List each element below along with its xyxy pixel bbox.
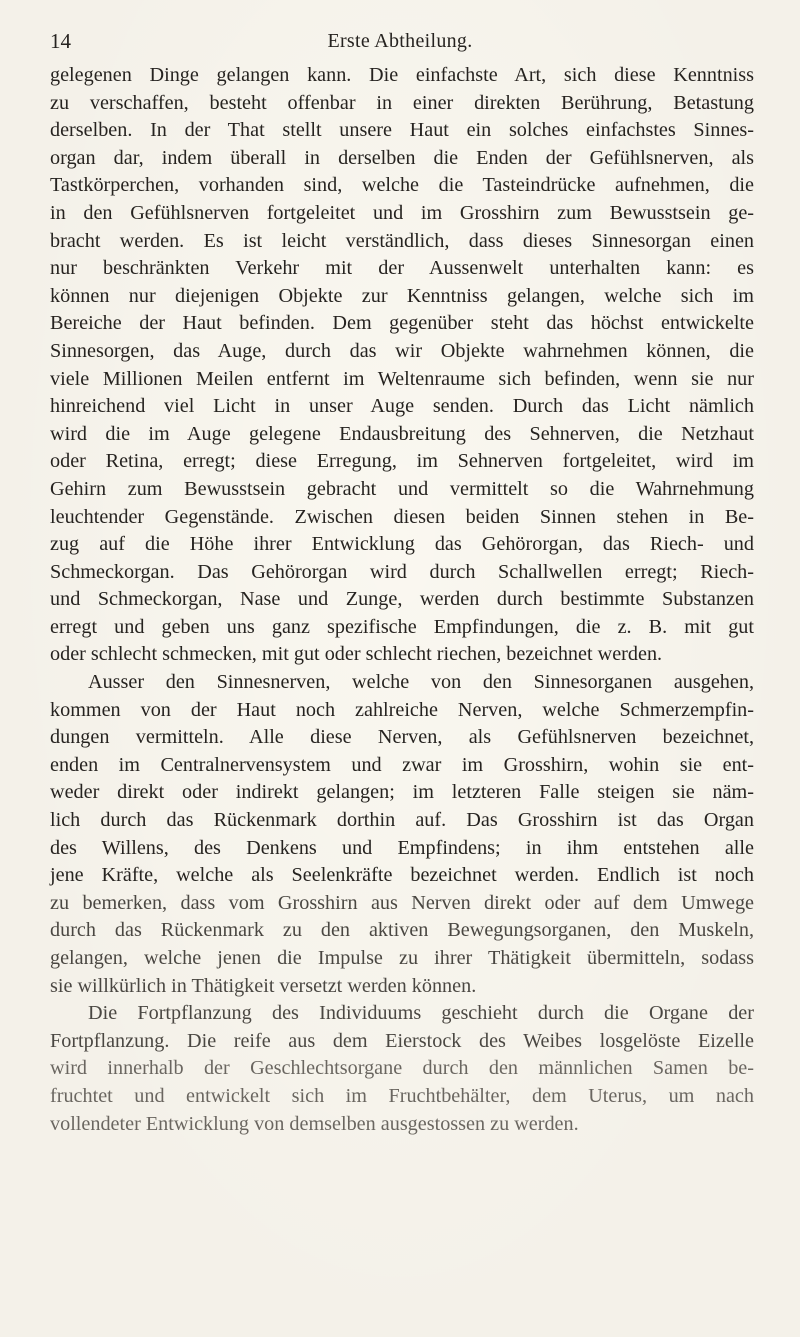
text-line: und Schmeckorgan, Nase und Zunge, werden durch bestimmte Substanzen (50, 588, 754, 611)
text-line: Die Fortpflanzung des Individuums geschieht durch die Organe der (88, 1002, 754, 1025)
text-line: leuchtender Gegenstände. Zwischen diesen beiden Sinnen stehen in Be- (50, 505, 754, 528)
text-line: derselben. In der That stellt unsere Haut ein solches einfachstes Sinnes- (50, 119, 754, 142)
text-line: enden im Centralnervensystem und zwar im Grosshirn, wohin sie ent- (50, 753, 754, 776)
text-line: nur beschränkten Verkehr mit der Aussenwelt unterhalten kann: es (50, 257, 754, 280)
text-line: wird innerhalb der Geschlechtsorgane durch den männlichen Samen be- (50, 1057, 754, 1080)
text-line: oder schlecht schmecken, mit gut oder schlecht riechen, bezeichnet werden. (50, 643, 663, 666)
text-line: jene Kräfte, welche als Seelenkräfte bezeichnet werden. Endlich ist noch (50, 864, 754, 887)
body-text (50, 62, 754, 1138)
text-line: oder Retina, erregt; diese Erregung, im Sehnerven fortgeleitet, wird im (50, 450, 754, 473)
text-line: kommen von der Haut noch zahlreiche Nerven, welche Schmerzempfin- (50, 698, 754, 721)
page-number: 14 (50, 29, 71, 53)
text-line: erregt und geben uns ganz spezifische Empfindungen, die z. B. mit gut (50, 615, 754, 638)
text-line: zu verschaffen, besteht offenbar in einer direkten Berührung, Betastung (50, 91, 754, 114)
text-line: viele Millionen Meilen entfernt im Weltenraume sich befinden, wenn sie nur (50, 367, 754, 390)
text-line: Sinnesorgen, das Auge, durch das wir Objekte wahrnehmen können, die (50, 339, 754, 362)
paragraph-1 (50, 62, 754, 669)
text-line: hinreichend viel Licht in unser Auge senden. Durch das Licht nämlich (50, 395, 754, 418)
text-line: gelangen, welche jenen die Impulse zu ihrer Thätigkeit übermitteln, sodass (50, 947, 754, 969)
text-line: lich durch das Rückenmark dorthin auf. Das Grosshirn ist das Organ (50, 809, 754, 832)
text-line: in den Gefühlsnerven fortgeleitet und im Grosshirn zum Bewusstsein ge- (50, 201, 754, 224)
text-line: Bereiche der Haut befinden. Dem gegenüber steht das höchst entwickelte (50, 312, 754, 335)
running-head (50, 24, 750, 58)
paragraph-3 (50, 1000, 754, 1138)
running-title: Erste Abtheilung. (327, 30, 473, 52)
paragraph-2 (50, 669, 754, 1000)
text-line: Schmeckorgan. Das Gehörorgan wird durch Schallwellen erregt; Riech- (50, 560, 754, 583)
text-line: durch das Rückenmark zu den aktiven Bewegungsorganen, den Muskeln, (50, 919, 754, 942)
text-line: zug auf die Höhe ihrer Entwicklung das Gehörorgan, das Riech- und (50, 533, 754, 556)
text-line: sie willkürlich in Thätigkeit versetzt werden können. (50, 974, 477, 997)
text-line: können nur diejenigen Objekte zur Kenntniss gelangen, welche sich im (50, 284, 754, 307)
text-line: organ dar, indem überall in derselben die Enden der Gefühlsnerven, als (50, 146, 754, 169)
text-line: Ausser den Sinnesnerven, welche von den Sinnesorganen ausgehen, (88, 671, 754, 694)
text-line: dungen vermitteln. Alle diese Nerven, als Gefühlsnerven bezeichnet, (50, 726, 754, 749)
text-line: vollendeter Entwicklung von demselben ausgestossen zu werden. (50, 1112, 579, 1135)
text-line: wird die im Auge gelegene Endausbreitung des Sehnerven, die Netzhaut (50, 422, 754, 445)
text-line: fruchtet und entwickelt sich im Fruchtbehälter, dem Uterus, um nach (50, 1084, 754, 1107)
text-line: Tastkörperchen, vorhanden sind, welche die Tasteindrücke aufnehmen, die (50, 174, 754, 197)
text-line: Fortpflanzung. Die reife aus dem Eierstock des Weibes losgelöste Eizelle (50, 1029, 754, 1052)
text-line: des Willens, des Denkens und Empfindens; in ihm entstehen alle (50, 836, 754, 859)
text-line: weder direkt oder indirekt gelangen; im letzteren Falle steigen sie näm- (50, 781, 754, 804)
text-line: Gehirn zum Bewusstsein gebracht und vermittelt so die Wahrnehmung (50, 477, 754, 500)
text-line: bracht werden. Es ist leicht verständlich, dass dieses Sinnesorgan einen (50, 229, 754, 252)
text-line: gelegenen Dinge gelangen kann. Die einfachste Art, sich diese Kenntniss (50, 64, 754, 86)
text-line: zu bemerken, dass vom Grosshirn aus Nerven direkt oder auf dem Umwege (50, 891, 754, 914)
